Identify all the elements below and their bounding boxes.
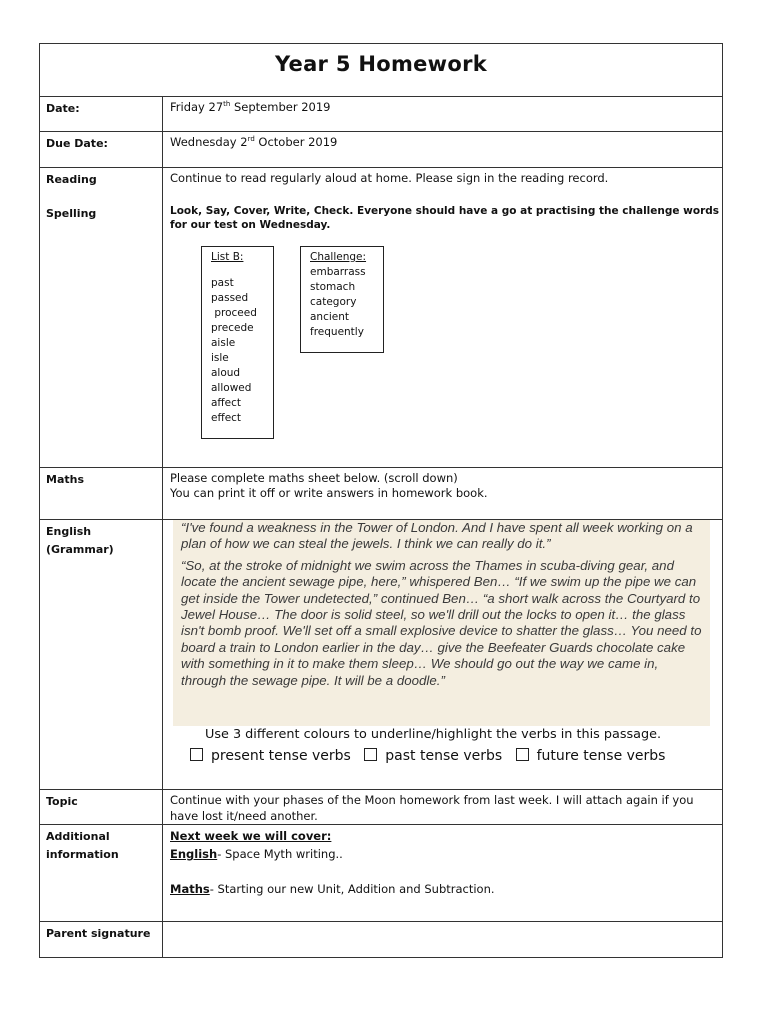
list-b-box — [201, 246, 274, 439]
maths-row — [40, 468, 722, 520]
parent-signature-label: Parent signature — [40, 922, 163, 957]
maths-line-1: Please complete maths sheet below. (scroll down) — [170, 471, 458, 485]
grammar-passage-image — [173, 520, 710, 726]
spelling-label: Spelling — [46, 207, 97, 220]
list-b-word: affect — [211, 397, 242, 409]
maths-line-2: You can print it off or write answers in homework book. — [170, 486, 488, 500]
challenge-word: ancient — [310, 311, 350, 323]
past-tense-label: past tense verbs — [385, 748, 503, 764]
future-tense-label: future tense verbs — [536, 748, 666, 764]
grammar-instruction: Use 3 different colours to underline/highlight the verbs in this passage. — [205, 727, 662, 742]
list-b-word: precede — [211, 322, 254, 334]
list-b-word: aloud — [211, 367, 241, 379]
spelling-text: Look, Say, Cover, Write, Check. Everyone should have a go at practising the challenge words for our test on Wednesday. — [170, 205, 720, 231]
date-label: Date: — [40, 97, 163, 131]
challenge-word: embarrass — [310, 266, 366, 278]
due-date-value: Wednesday 2rd October 2019 — [170, 135, 338, 149]
english-label-line-2: (Grammar) — [46, 543, 114, 556]
parent-signature-row — [40, 922, 722, 957]
english-next-text: - Space Myth writing.. — [217, 847, 343, 861]
maths-next-text: - Starting our new Unit, Addition and Subtraction. — [209, 882, 495, 896]
list-b-word: allowed — [211, 382, 252, 394]
maths-subject-label: Maths — [170, 882, 210, 896]
present-tense-label: present tense verbs — [211, 748, 351, 764]
list-b-title: List B: — [211, 251, 244, 263]
additional-label-line-1: Additional — [46, 830, 110, 843]
challenge-box — [300, 246, 384, 353]
parent-signature-field[interactable] — [163, 922, 722, 957]
list-b-word: isle — [211, 352, 229, 364]
challenge-title: Challenge: — [310, 251, 367, 263]
list-b-word: aisle — [211, 337, 236, 349]
list-b-word: proceed — [211, 307, 257, 319]
date-value: Friday 27th September 2019 — [170, 100, 331, 114]
english-label-line-1: English — [46, 525, 92, 538]
challenge-word: category — [310, 296, 357, 308]
verb-options — [190, 748, 674, 764]
future-tense-checkbox[interactable] — [516, 748, 529, 761]
homework-sheet — [39, 43, 723, 958]
reading-spelling-labels — [40, 168, 163, 467]
title-row — [40, 44, 722, 97]
reading-text: Continue to read regularly aloud at home. Please sign in the reading record. — [170, 171, 609, 185]
list-b-word: past — [211, 277, 234, 289]
english-label — [40, 520, 163, 789]
english-next-week — [170, 845, 722, 863]
date-row — [40, 97, 722, 132]
page-title: Year 5 Homework — [274, 52, 488, 76]
past-tense-checkbox[interactable] — [364, 748, 377, 761]
next-week-heading: Next week we will cover: — [170, 829, 332, 843]
topic-value: Continue with your phases of the Moon homework from last week. I will attach again if you have lost it/need another. — [170, 793, 694, 823]
maths-value — [163, 468, 722, 519]
topic-label: Topic — [40, 790, 163, 824]
passage-paragraph-2: “So, at the stroke of midnight we swim across the Thames in scuba-diving gear, and locate the ancient sewage pipe, here,” whispered Ben… “If we swim up the pipe we can get inside the Tower undetected,” continued Ben… “a short walk across the Courtyard to Jewel House… The door is solid steel, so we'll drill out the locks to open it… the glass isn't bomb proof. We'll set off a small explosive device to shatter the glass… You need to board a train to London earlier in the day… give the Beefeater Guards chocolate cake with something in it to make them sleep… We should go out the way we came in, through the sewage pipe. It will be a doodle.” — [181, 557, 702, 688]
challenge-word: frequently — [310, 326, 364, 338]
additional-row — [40, 825, 722, 922]
maths-label: Maths — [40, 468, 163, 519]
list-b-word: effect — [211, 412, 242, 424]
passage-paragraph-1: “I've found a weakness in the Tower of London. And I have spent all week working on a plan of how we can steal the jewels. I think we can really do it.” — [181, 520, 693, 552]
additional-label-line-2: information — [46, 848, 119, 861]
present-tense-checkbox[interactable] — [190, 748, 203, 761]
reading-spelling-values — [163, 168, 722, 467]
due-date-row — [40, 132, 722, 168]
list-b-word: passed — [211, 292, 249, 304]
topic-row — [40, 790, 722, 825]
due-date-label: Due Date: — [40, 132, 163, 167]
reading-label: Reading — [46, 173, 97, 186]
challenge-word: stomach — [310, 281, 356, 293]
english-value — [163, 520, 722, 789]
additional-value — [163, 825, 722, 921]
english-subject-label: English — [170, 847, 218, 861]
additional-label — [40, 825, 163, 921]
english-row — [40, 520, 722, 790]
reading-spelling-row — [40, 168, 722, 468]
maths-next-week — [170, 880, 722, 898]
